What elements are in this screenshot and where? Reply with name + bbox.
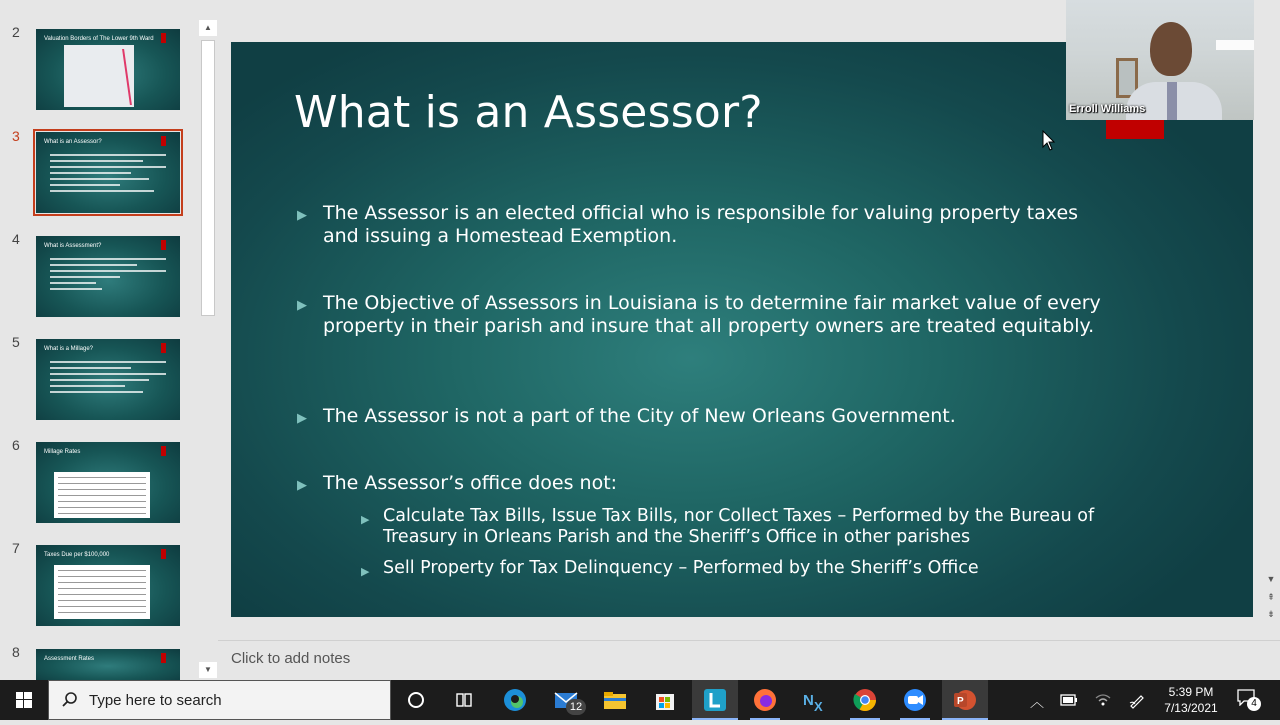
- speaker-head: [1150, 22, 1192, 76]
- thumbnail-number: 8: [12, 644, 20, 660]
- wifi-icon[interactable]: [1094, 692, 1112, 708]
- cortana-icon[interactable]: [401, 685, 431, 715]
- l-app-icon[interactable]: [700, 685, 730, 715]
- bullet-arrow-icon: ▶: [297, 208, 307, 223]
- participant-name: Erroll Williams: [1069, 103, 1146, 115]
- bullet-item[interactable]: [297, 472, 1113, 495]
- mail-badge: 12: [566, 699, 586, 715]
- sub-bullet-arrow-icon: ▶: [361, 513, 370, 526]
- task-view-icon[interactable]: [449, 685, 479, 715]
- thumbnail-number: 6: [12, 437, 20, 453]
- sub-bullet-arrow-icon: ▶: [361, 565, 370, 578]
- mail-app[interactable]: [543, 680, 589, 720]
- ceiling-light: [1216, 40, 1254, 50]
- nx-icon[interactable]: [800, 685, 830, 715]
- notes-pane[interactable]: [218, 640, 1280, 680]
- chrome-icon[interactable]: [850, 685, 880, 715]
- scroll-up-arrow-icon[interactable]: ▲: [199, 20, 217, 36]
- thumbnail-title: What is Assessment?: [44, 243, 102, 249]
- thumbnail-red-tag: [161, 136, 166, 146]
- windows-taskbar: [0, 680, 1280, 720]
- thumbnail-title: What is a Millage?: [44, 346, 94, 352]
- thumbnail-number: 3: [12, 128, 20, 144]
- powerpoint-icon[interactable]: [950, 685, 980, 715]
- sub-bullet-item[interactable]: [361, 558, 1123, 579]
- battery-icon[interactable]: [1060, 693, 1078, 707]
- file-explorer-icon[interactable]: [600, 685, 630, 715]
- slide-thumbnail-8[interactable]: [36, 649, 180, 680]
- bullet-text: The Assessor is an elected official who is responsible for valuing property taxes and issuing a Homestead Exemption.: [323, 202, 1079, 247]
- thumbnail-red-tag: [161, 549, 166, 559]
- thumbnail-scrollbar[interactable]: [199, 20, 217, 680]
- webcam-video-tile: [1066, 0, 1254, 120]
- svg-text:N: N: [803, 692, 814, 709]
- slide-thumbnail-7[interactable]: [36, 545, 180, 626]
- bullet-text: The Assessor’s office does not:: [323, 472, 618, 494]
- thumbnail-red-tag: [161, 343, 166, 353]
- slide-canvas[interactable]: [231, 42, 1253, 617]
- thumbnail-text-lines: [50, 258, 166, 294]
- thumbnail-map-image: [64, 45, 134, 107]
- mouse-cursor-icon: [1042, 130, 1056, 152]
- slide-thumbnail-6[interactable]: [36, 442, 180, 523]
- slide-thumbnail-5[interactable]: [36, 339, 180, 420]
- bullet-arrow-icon: ▶: [297, 478, 307, 493]
- notes-placeholder[interactable]: Click to add notes: [231, 650, 351, 667]
- previous-slide-icon[interactable]: ⇞: [1267, 592, 1275, 602]
- thumbnail-title: Taxes Due per $100,000: [44, 552, 110, 558]
- slide-thumbnail-4[interactable]: [36, 236, 180, 317]
- windows-logo-icon: [0, 680, 48, 720]
- next-slide-icon[interactable]: ⇟: [1267, 609, 1275, 619]
- store-icon[interactable]: [650, 685, 680, 715]
- bullet-item[interactable]: [297, 292, 1113, 338]
- thumbnail-number: 5: [12, 334, 20, 350]
- sub-bullet-item[interactable]: [361, 506, 1123, 548]
- svg-text:P: P: [957, 696, 964, 707]
- thumbnail-red-tag: [161, 653, 166, 663]
- bullet-item[interactable]: [297, 202, 1113, 248]
- bullet-text: The Assessor is not a part of the City of New Orleans Government.: [323, 405, 956, 427]
- thumbnail-title: What is an Assessor?: [44, 139, 102, 145]
- thumbnail-number: 4: [12, 231, 20, 247]
- slide-thumbnail-3[interactable]: [36, 132, 180, 213]
- clock-time: 5:39 PM: [1168, 685, 1214, 699]
- slide-thumbnail-pane: [0, 0, 218, 680]
- slide-thumbnail-2[interactable]: [36, 29, 180, 110]
- thumbnail-number: 2: [12, 24, 20, 40]
- taskbar-search-box[interactable]: [48, 680, 391, 720]
- edge-icon[interactable]: [500, 685, 530, 715]
- thumbnail-table: [54, 565, 150, 619]
- thumbnail-title: Millage Rates: [44, 449, 81, 455]
- pen-icon[interactable]: [1128, 691, 1146, 709]
- speaker-tie: [1167, 82, 1177, 120]
- thumbnail-text-lines: [50, 154, 166, 196]
- search-placeholder: Type here to search: [89, 692, 222, 709]
- slide-title[interactable]: What is an Assessor?: [294, 87, 763, 138]
- bullet-arrow-icon: ▶: [297, 411, 307, 426]
- sub-bullet-text: Calculate Tax Bills, Issue Tax Bills, nor Collect Taxes – Performed by the Bureau of Treasury in Orleans Parish and the Sheriff’s Office in other parishes: [383, 506, 1095, 547]
- start-button[interactable]: [0, 680, 48, 720]
- svg-text:X: X: [814, 699, 823, 714]
- action-center-button[interactable]: [1236, 688, 1260, 712]
- scroll-down-arrow-icon[interactable]: ▼: [199, 662, 217, 678]
- slide-red-tag: [1106, 120, 1164, 139]
- show-hidden-icons-icon[interactable]: ︿: [1030, 694, 1044, 710]
- bullet-item[interactable]: [297, 405, 1113, 428]
- zoom-icon[interactable]: [900, 685, 930, 715]
- clock[interactable]: [1160, 684, 1222, 716]
- thumbnail-red-tag: [161, 33, 166, 43]
- clock-date: 7/13/2021: [1164, 701, 1218, 715]
- thumbnail-title: Assessment Rates: [44, 656, 95, 662]
- search-icon: [61, 691, 79, 709]
- scroll-down-arrow-icon[interactable]: ▼: [1266, 574, 1276, 584]
- scrollbar-thumb[interactable]: [201, 40, 215, 316]
- sub-bullet-text: Sell Property for Tax Delinquency – Performed by the Sheriff’s Office: [383, 558, 979, 578]
- notification-badge: 4: [1247, 697, 1261, 711]
- thumbnail-number: 7: [12, 540, 20, 556]
- thumbnail-text-lines: [50, 361, 166, 397]
- thumbnail-table: [54, 472, 150, 518]
- thumbnail-red-tag: [161, 240, 166, 250]
- firefox-icon[interactable]: [750, 685, 780, 715]
- bullet-arrow-icon: ▶: [297, 298, 307, 313]
- thumbnail-red-tag: [161, 446, 166, 456]
- bullet-text: The Objective of Assessors in Louisiana is to determine fair market value of every property in their parish and insure that all property owners are treated equitably.: [323, 292, 1101, 337]
- thumbnail-title: Valuation Borders of The Lower 9th Ward: [44, 36, 154, 42]
